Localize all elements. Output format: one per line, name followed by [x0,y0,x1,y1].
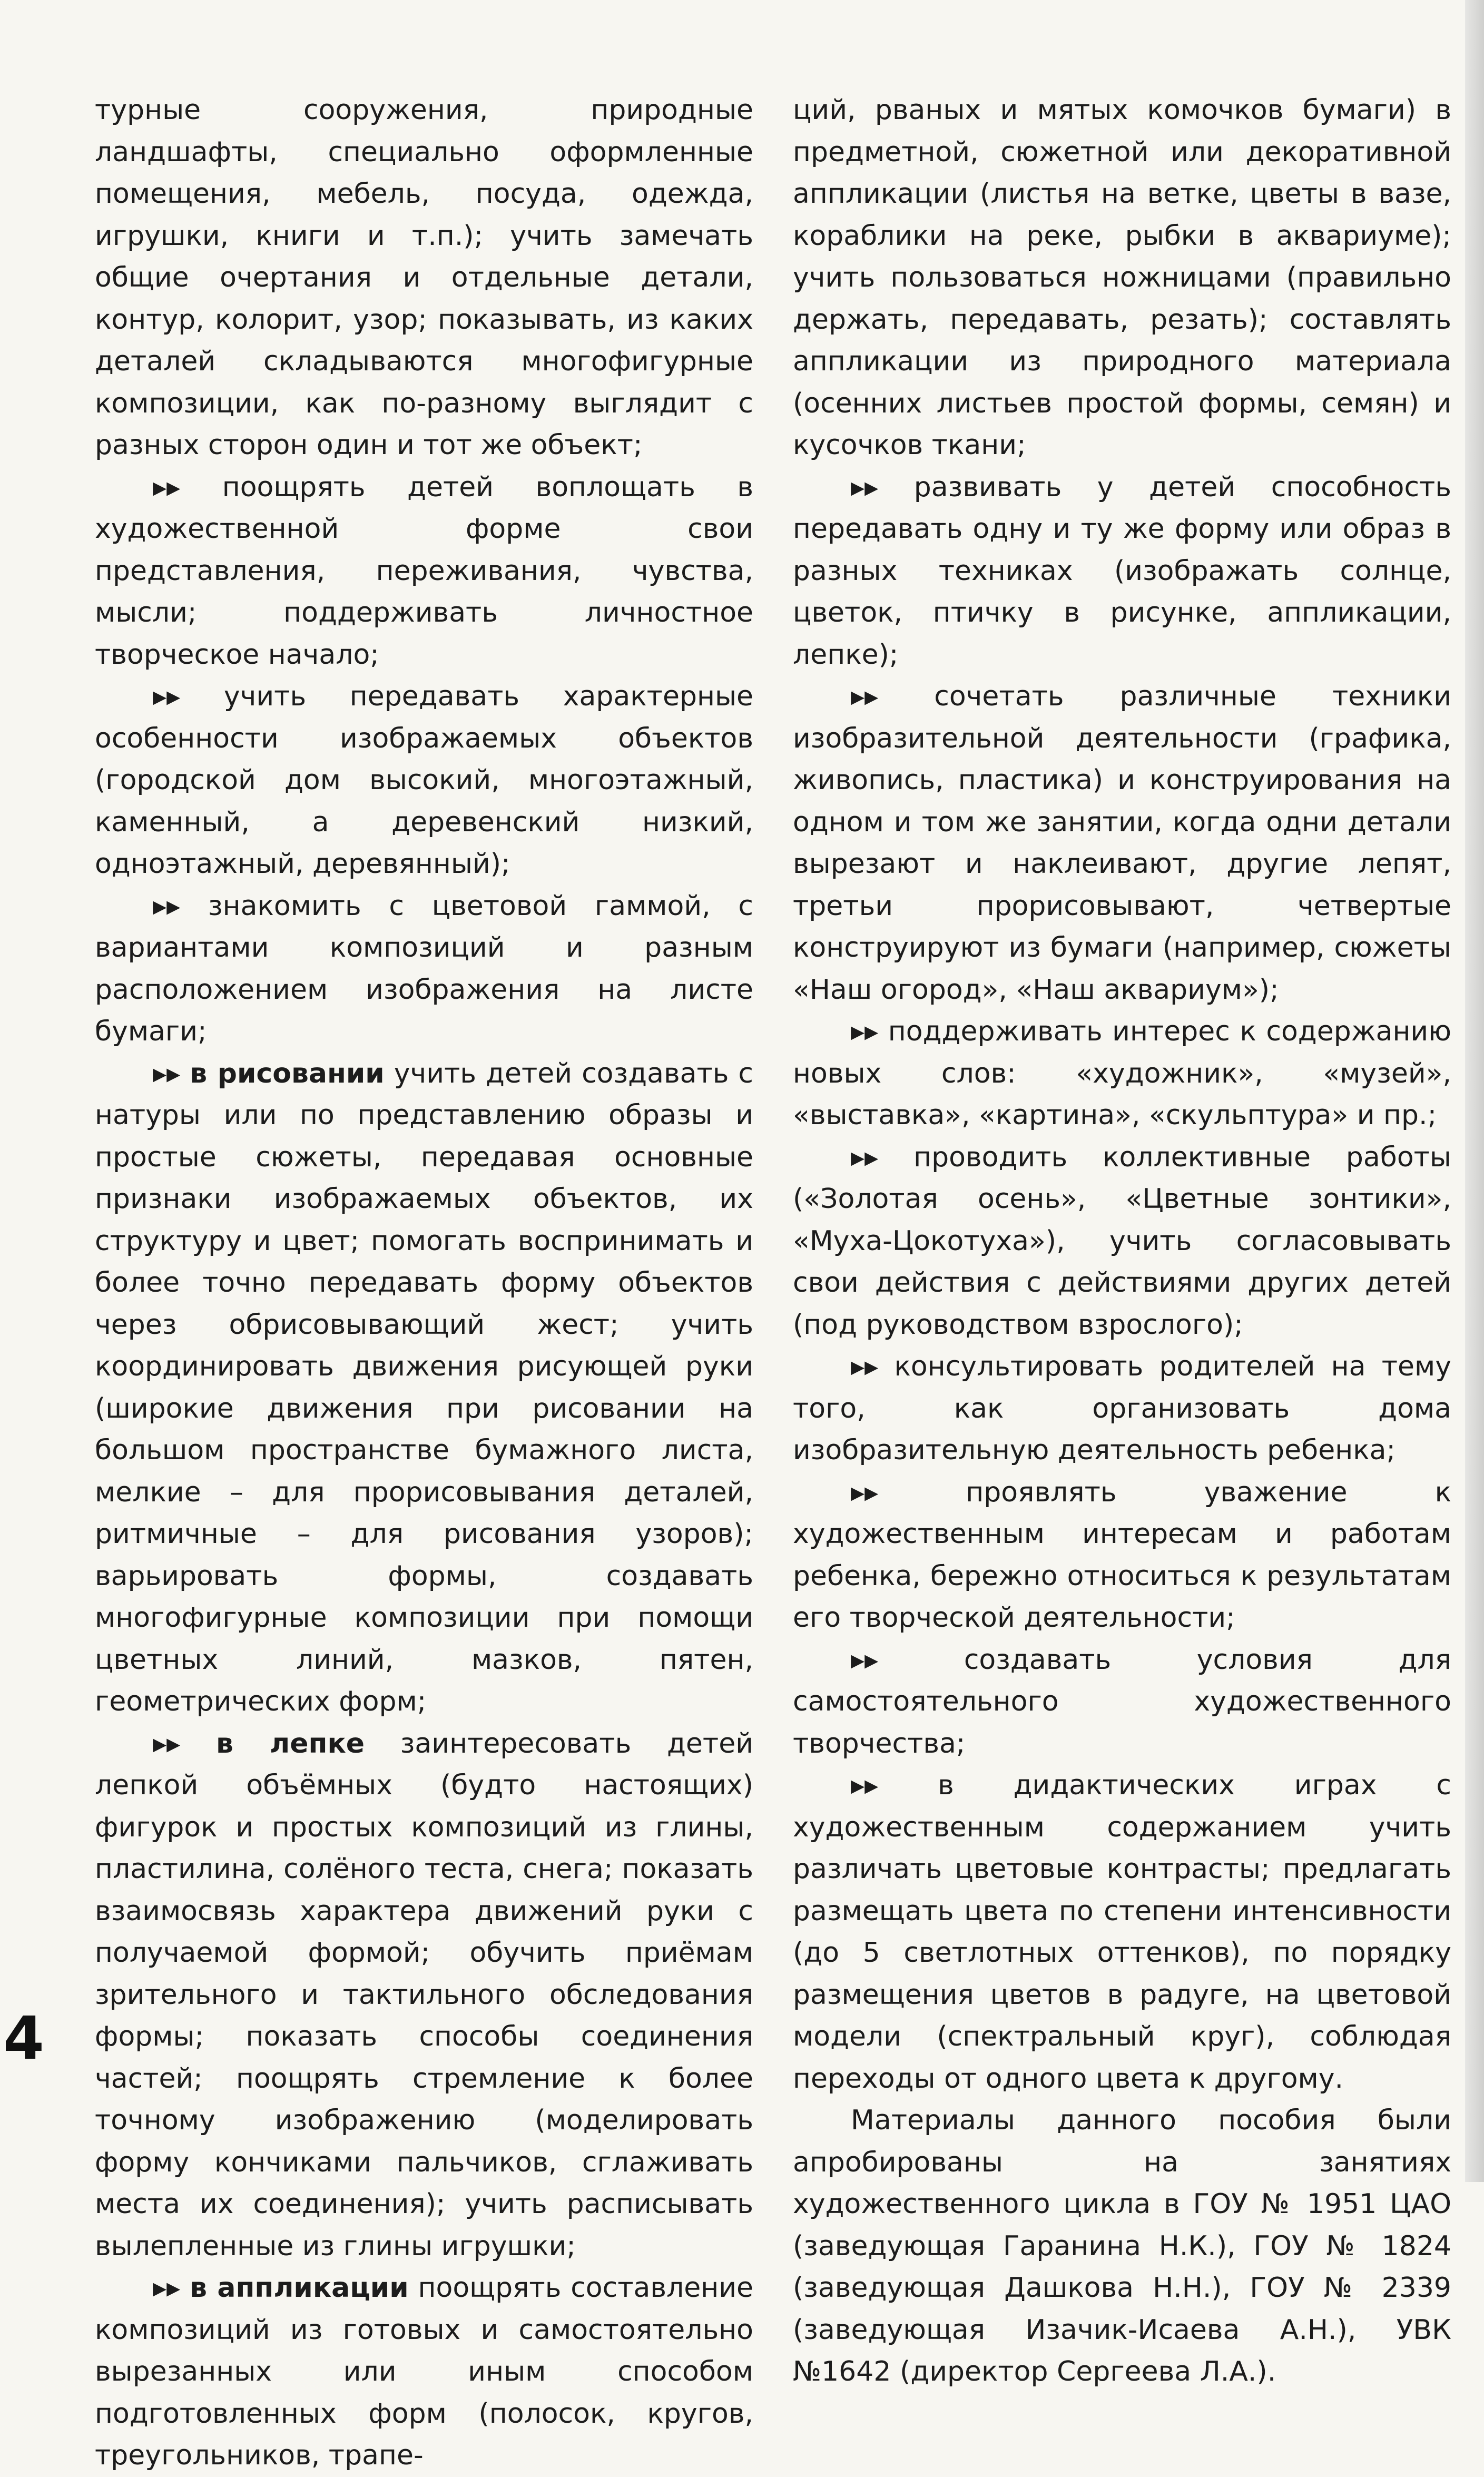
bullet-marker-icon: ▸▸ [153,681,181,712]
bullet-marker-icon: ▸▸ [851,1351,879,1382]
bullet-paragraph: ▸▸ в аппликации поощрять составление композиций из готовых и самостоятельно вырезанных или иным способом подготовленных форм (полосок, кругов, треугольников, трапе- [95,2272,754,2471]
section-heading: в аппликации [190,2272,409,2304]
bullet-paragraph: ▸▸ проводить коллективные работы («Золотая осень», «Цветные зонтики», «Муха-Цокотуха»), учить согласовывать свои действия с действиями других детей (под руководством взрослого); [793,1141,1451,1341]
bullet-marker-icon: ▸▸ [153,890,181,922]
bullet-marker-icon: ▸▸ [851,1476,879,1508]
bullet-paragraph: ▸▸ учить передавать характерные особенности изображаемых объектов (городской дом высокий, многоэтажный, каменный, а деревенский низкий, одноэтажный, деревянный); [95,681,753,880]
bullet-paragraph: ▸▸ поддерживать интерес к содержанию новых слов: «художник», «музей», «выставка», «картина», «скульптура» и пр.; [793,1016,1452,1131]
bullet-marker-icon: ▸▸ [851,1141,879,1173]
bullet-marker-icon: ▸▸ [851,471,879,503]
bullet-marker-icon: ▸▸ [153,2272,181,2304]
bullet-marker-icon: ▸▸ [851,1644,879,1676]
bullet-paragraph: ▸▸ в рисовании учить детей создавать с натуры или по представлению образы и простые сюжеты, передавая основные признаки изображаемых объектов, их структуру и цвет; помогать воспринимать и более точно передавать форму объектов через обрисовывающий жест; учить координировать движения рисующей руки (широкие движения при рисовании на большом пространстве бумажного листа, мелкие – для прорисовывания деталей, ритмичные – для рисования узоров); варьировать формы, создавать многофигурные композиции при помощи цветных линий, мазков, пятен, геометрических форм; [95,1057,754,1717]
bullet-paragraph: ▸▸ создавать условия для самостоятельного художественного творчества; [793,1644,1451,1760]
bullet-marker-icon: ▸▸ [153,471,181,503]
bullet-marker-icon: ▸▸ [851,1770,879,1801]
paragraph: ций, рваных и мятых комочков бумаги) в предметной, сюжетной или декоративной аппликации (листья на ветке, цветы в вазе, кораблики на реке, рыбки в аквариуме); учить пользоваться ножницами (правильно держать, передавать, резать); составлять аппликации из природного материала (осенних листьев простой формы, семян) и кусочков ткани; [793,94,1451,461]
left-column [95,90,753,2477]
bullet-marker-icon: ▸▸ [153,1727,181,1760]
bullet-paragraph: ▸▸ поощрять детей воплощать в художественной форме свои представления, переживания, чувства, мысли; поддерживать личностное творческое начало; [95,471,753,671]
bullet-paragraph: ▸▸ проявлять уважение к художественным интересам и работам ребенка, бережно относиться к результатам его творческой деятельности; [793,1476,1451,1634]
bullet-paragraph: ▸▸ консультировать родителей на тему того, как организовать дома изобразительную деятельность ребенка; [793,1351,1452,1466]
section-heading: в рисовании [190,1057,385,1089]
bullet-paragraph: ▸▸ сочетать различные техники изобразительной деятельности (графика, живопись, пластика) и конструирования на одном и том же занятии, когда одни детали вырезают и наклеивают, другие лепят, третьи прорисовывают, четвертые конструируют из бумаги (например, сюжеты «Наш огород», «Наш аквариум»); [793,681,1452,1006]
bullet-paragraph: ▸▸ в лепке заинтересовать детей лепкой объёмных (будто настоящих) фигурок и простых композиций из глины, пластилина, солёного теста, снега; показать взаимосвязь характера движений руки с получаемой формой; обучить приёмам зрительного и тактильного обследования формы; показать способы соединения частей; поощрять стремление к более точному изображению (моделировать форму кончиками пальчиков, сглаживать места их соединения); учить расписывать вылепленные из глины игрушки; [95,1727,753,2262]
bullet-paragraph: ▸▸ в дидактических играх с художественным содержанием учить различать цветовые контрасты; предлагать размещать цвета по степени интенсивности (до 5 светлотных оттенков), по порядку размещения цветов в радуге, на цветовой модели (спектральный круг), соблюдая переходы от одного цвета к другому. [793,1770,1452,2095]
section-heading: в лепке [215,1727,365,1760]
closing-paragraph: Материалы данного пособия были апробированы на занятиях художественного цикла в ГОУ № 1951 ЦАО (заведующая Гаранина Н.К.), ГОУ № 1824 (заведующая Дашкова Н.Н.), ГОУ № 2339 (заведующая Изачик-Исаева А.Н.), УВК №1642 (директор Сергеева Л.А.). [793,2105,1451,2387]
paragraph: турные сооружения, природные ландшафты, специально оформленные помещения, мебель, посуда, одежда, игрушки, книги и т.п.); учить замечать общие очертания и отдельные детали, контур, колорит, узор; показывать, из каких деталей складываются многофигурные композиции, как по-разному выглядит с разных сторон один и тот же объект; [95,94,753,461]
bullet-paragraph: ▸▸ знакомить с цветовой гаммой, с вариантами композиций и разным расположением изображения на листе бумаги; [95,890,753,1047]
right-column [793,90,1451,2393]
page-edge-shadow [1465,0,1484,2182]
bullet-paragraph: ▸▸ развивать у детей способность передавать одну и ту же форму или образ в разных техниках (изображать солнце, цветок, птичку в рисунке, аппликации, лепке); [793,471,1451,671]
page-number: 4 [3,2004,44,2073]
bullet-marker-icon: ▸▸ [851,681,879,712]
bullet-marker-icon: ▸▸ [153,1057,181,1089]
bullet-marker-icon: ▸▸ [851,1016,879,1047]
